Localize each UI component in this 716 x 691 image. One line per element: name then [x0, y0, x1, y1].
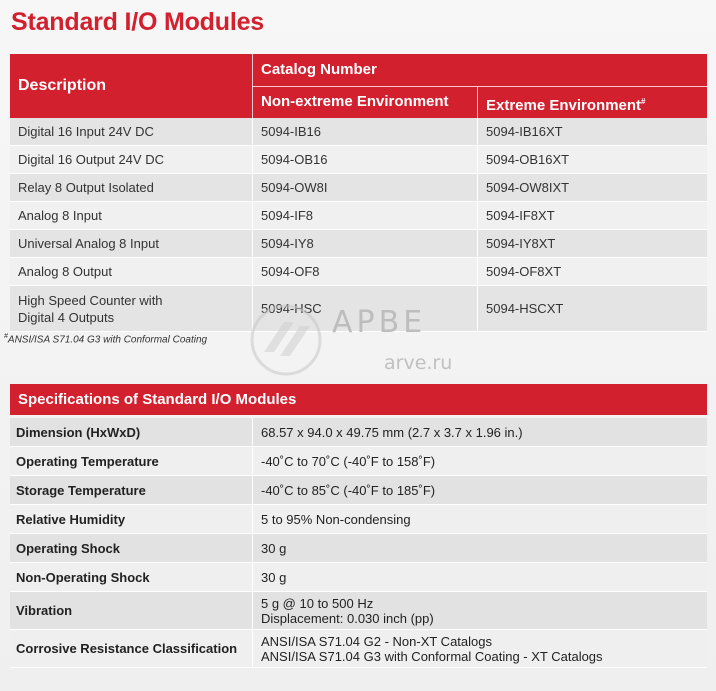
table-row [10, 202, 707, 230]
table-row [10, 563, 707, 592]
catalog-table-header [10, 54, 707, 118]
row-extreme: 5094-HSCXT [486, 301, 564, 316]
catalog-table-body [10, 118, 707, 332]
description-header: Description [18, 77, 107, 94]
row-description-line: High Speed Counter with [18, 292, 163, 308]
spec-value-line: ANSI/ISA S71.04 G2 - Non-XT Catalogs [261, 633, 492, 649]
table-row [10, 592, 707, 630]
row-non-extreme: 5094-HSC [261, 301, 322, 316]
catalog-number-header: Catalog Number [261, 61, 377, 78]
spec-value [261, 476, 701, 504]
spec-value [261, 630, 701, 667]
footnote [4, 333, 207, 345]
row-extreme: 5094-IF8XT [486, 208, 555, 223]
row-non-extreme: 5094-OF8 [261, 264, 320, 279]
table-row [10, 534, 707, 563]
table-row [10, 447, 707, 476]
spec-value-line: 68.57 x 94.0 x 49.75 mm (2.7 x 3.7 x 1.96 in.) [261, 424, 523, 440]
row-description: Relay 8 Output Isolated [18, 180, 154, 195]
table-row [10, 418, 707, 447]
footnote-marker: # [641, 97, 646, 106]
row-non-extreme: 5094-OW8I [261, 180, 328, 195]
spec-value-line: 30 g [261, 540, 287, 556]
table-row [10, 505, 707, 534]
spec-value [261, 592, 701, 629]
table-row [10, 476, 707, 505]
footnote-marker: # [4, 333, 8, 340]
spec-value-line: ANSI/ISA S71.04 G3 with Conformal Coating - XT Catalogs [261, 648, 603, 664]
row-description: Digital 16 Output 24V DC [18, 152, 164, 167]
spec-key: Operating Temperature [16, 453, 159, 469]
row-non-extreme: 5094-IB16 [261, 124, 321, 139]
spec-value-line: Displacement: 0.030 inch (pp) [261, 610, 434, 626]
page-title: Standard I/O Modules [11, 8, 264, 36]
spec-value-line: -40˚C to 70˚C (-40˚F to 158˚F) [261, 453, 436, 469]
spec-value-line: 30 g [261, 569, 287, 585]
header-divider [477, 86, 478, 118]
spec-key: Vibration [16, 603, 73, 618]
spec-value [261, 534, 701, 562]
table-row [10, 146, 707, 174]
watermark-logo-icon [246, 300, 326, 380]
spec-key: Relative Humidity [16, 511, 126, 527]
spec-value [261, 563, 701, 591]
watermark-url: arve.ru [384, 352, 453, 374]
extreme-header-label: Extreme Environment [486, 97, 642, 114]
row-extreme: 5094-IB16XT [486, 124, 563, 139]
non-extreme-header: Non-extreme Environment [261, 93, 449, 110]
spec-value-line: -40˚C to 85˚C (-40˚F to 185˚F) [261, 482, 436, 498]
row-description [18, 286, 250, 331]
spec-value-line: 5 g @ 10 to 500 Hz [261, 595, 374, 611]
row-description: Universal Analog 8 Input [18, 236, 159, 251]
row-description-line: Digital 4 Outputs [18, 309, 115, 325]
specs-header-label: Specifications of Standard I/O Modules [18, 391, 297, 408]
row-non-extreme: 5094-IY8 [261, 236, 314, 251]
row-extreme: 5094-OW8IXT [486, 180, 570, 195]
spec-key: Non-Operating Shock [16, 569, 150, 585]
row-description: Analog 8 Output [18, 264, 112, 279]
row-extreme: 5094-OF8XT [486, 264, 562, 279]
row-extreme: 5094-IY8XT [486, 236, 556, 251]
spec-key: Corrosive Resistance Classification [16, 641, 238, 656]
spec-value-line: 5 to 95% Non-condensing [261, 511, 411, 527]
row-description: Analog 8 Input [18, 208, 102, 223]
spec-value [261, 505, 701, 533]
table-row [10, 258, 707, 286]
footnote-text: ANSI/ISA S71.04 G3 with Conformal Coating [7, 334, 208, 346]
spec-key: Operating Shock [16, 540, 121, 556]
spec-value [261, 418, 701, 446]
specs-table-header [10, 384, 707, 415]
spec-value [261, 447, 701, 475]
table-row [10, 174, 707, 202]
row-non-extreme: 5094-OB16 [261, 152, 328, 167]
table-row [10, 118, 707, 146]
table-row [10, 230, 707, 258]
spec-key: Dimension (HxWxD) [16, 424, 141, 440]
watermark-text: АРВЕ [332, 305, 427, 340]
spec-key: Storage Temperature [16, 482, 146, 498]
row-extreme: 5094-OB16XT [486, 152, 570, 167]
specs-table-body [10, 418, 707, 668]
extreme-header [486, 86, 646, 118]
table-row [10, 630, 707, 668]
row-non-extreme: 5094-IF8 [261, 208, 314, 223]
row-description: Digital 16 Input 24V DC [18, 124, 154, 139]
